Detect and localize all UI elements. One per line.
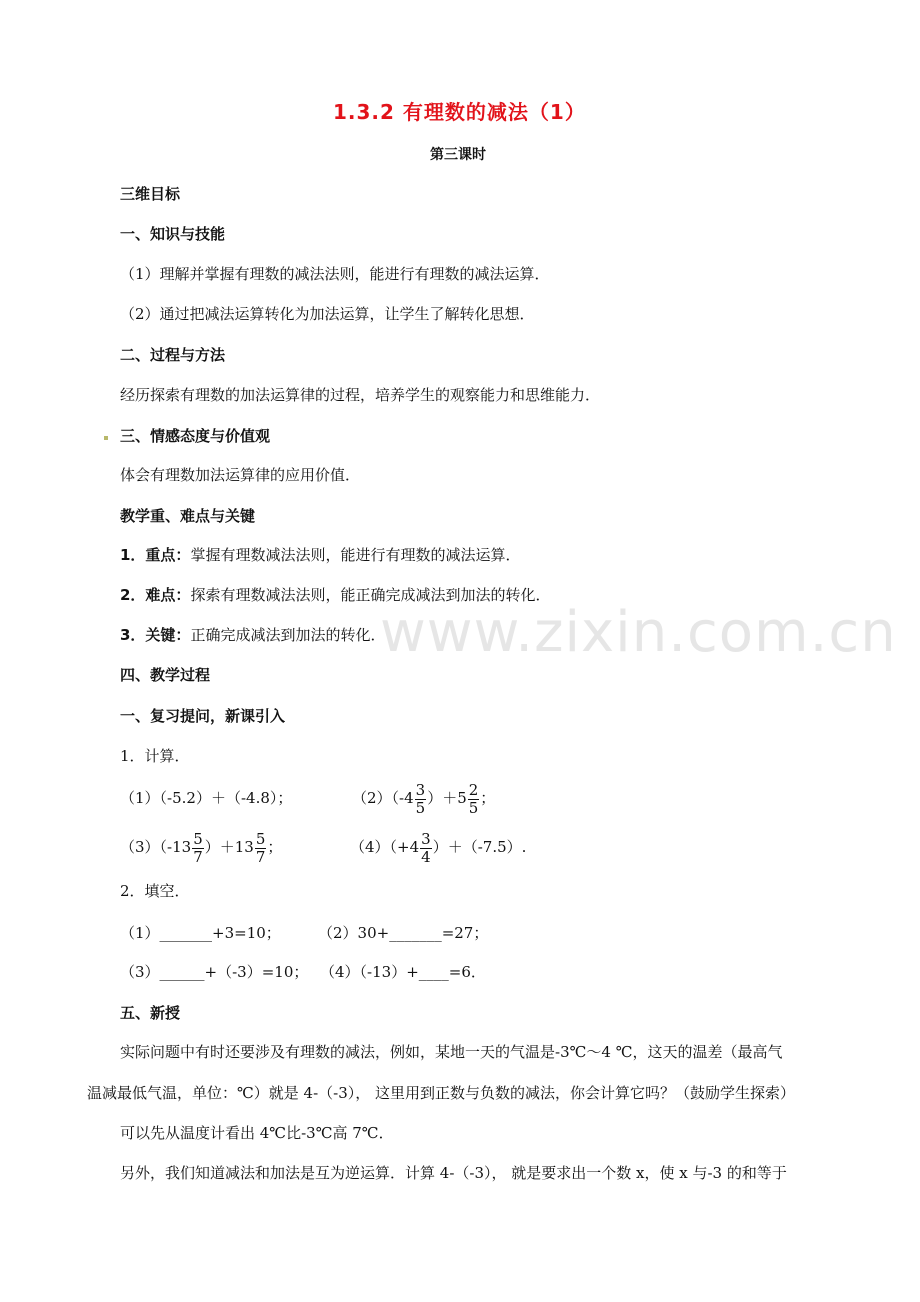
numerator: 3 (415, 780, 426, 799)
fraction (420, 831, 432, 866)
key-point-3 (120, 626, 385, 644)
heading-new-lesson: 五、新授 (120, 1004, 181, 1022)
heading-knowledge: 一、知识与技能 (120, 225, 226, 243)
key-point-2-label: 2．难点： (120, 586, 191, 604)
fill-4: （4）（-13）+____=6． (320, 963, 486, 981)
paragraph-line-3: 可以先从温度计看出 4℃比-3℃高 7℃． (120, 1124, 394, 1142)
numerator: 2 (468, 780, 479, 799)
fraction (192, 831, 204, 866)
emotion-text: 体会有理数加法运算律的应用价值． (120, 466, 361, 484)
paragraph-line-4: 另外，我们知道减法和加法是互为逆运算．计算 4-（-3）， 就是要求出一个数 x，使 x 与-3 的和等于 (120, 1164, 787, 1182)
calc-2 (352, 778, 495, 818)
calc-1: （1）（-5.2）＋（-4.8）； (120, 789, 293, 807)
key-point-1 (120, 546, 520, 564)
calc-3-part-b: ）＋13 (204, 838, 254, 856)
denominator: 7 (193, 847, 203, 866)
calc-2-part-c: ； (480, 789, 496, 807)
question-2: 2．填空． (120, 882, 190, 900)
fill-1: （1）_______+3=10； (120, 924, 281, 942)
calc-4 (350, 827, 526, 867)
fraction (415, 782, 427, 817)
denominator: 4 (421, 847, 431, 866)
key-point-3-label: 3．关键： (120, 626, 191, 644)
heading-teaching: 四、教学过程 (120, 666, 211, 684)
key-point-3-text: 正确完成减法到加法的转化． (190, 626, 386, 644)
question-1: 1．计算． (120, 747, 190, 765)
numerator: 5 (255, 829, 266, 848)
key-point-1-text: 掌握有理数减法法则，能进行有理数的减法运算． (190, 546, 521, 564)
paragraph-line-2: 温减最低气温，单位：℃）就是 4-（-3）， 这里用到正数与负数的减法，你会计算它吗？（鼓励学生探索） (87, 1084, 796, 1102)
heading-key-points: 教学重、难点与关键 (120, 507, 256, 525)
key-point-2-text: 探索有理数减法法则，能正确完成减法到加法的转化． (190, 586, 551, 604)
subtitle: 第三课时 (430, 147, 486, 163)
page-title: 1.3.2 有理数的减法（1） (333, 100, 586, 124)
calc-3 (120, 827, 282, 867)
denominator: 7 (255, 847, 266, 866)
process-text: 经历探索有理数的加法运算律的过程，培养学生的观察能力和思维能力． (120, 386, 601, 404)
heading-emotion: 三、情感态度与价值观 (120, 427, 271, 445)
calc-3-part-a: （3）（-13 (120, 838, 192, 856)
knowledge-item-1: （1）理解并掌握有理数的减法法则，能进行有理数的减法运算． (120, 265, 550, 283)
calc-2-part-b: ）＋5 (427, 789, 467, 807)
numerator: 5 (193, 829, 203, 848)
fraction (255, 831, 267, 866)
calc-2-part-a: （2）（-4 (352, 789, 414, 807)
key-point-1-label: 1．重点： (120, 546, 191, 564)
key-point-2 (120, 586, 550, 604)
calc-4-part-a: （4）（+4 (350, 838, 420, 856)
heading-goals: 三维目标 (120, 185, 181, 203)
numerator: 3 (421, 829, 431, 848)
fill-3: （3）______+（-3）=10； (120, 963, 309, 981)
paragraph-line-1: 实际问题中有时还要涉及有理数的减法，例如，某地一天的气温是-3℃～4 ℃，这天的温差（最高气 (120, 1043, 783, 1061)
bullet-dot (104, 436, 108, 440)
denominator: 5 (415, 798, 426, 817)
watermark: www.zixin.com.cn (380, 600, 897, 665)
fraction (468, 782, 480, 817)
heading-review: 一、复习提问，新课引入 (120, 707, 286, 725)
fill-2: （2）30+_______=27； (318, 924, 489, 942)
calc-4-part-b: ）＋（-7.5）. (432, 838, 527, 856)
heading-process: 二、过程与方法 (120, 346, 226, 364)
calc-3-part-c: ； (267, 838, 283, 856)
knowledge-item-2: （2）通过把减法运算转化为加法运算，让学生了解转化思想． (120, 305, 535, 323)
denominator: 5 (468, 798, 479, 817)
